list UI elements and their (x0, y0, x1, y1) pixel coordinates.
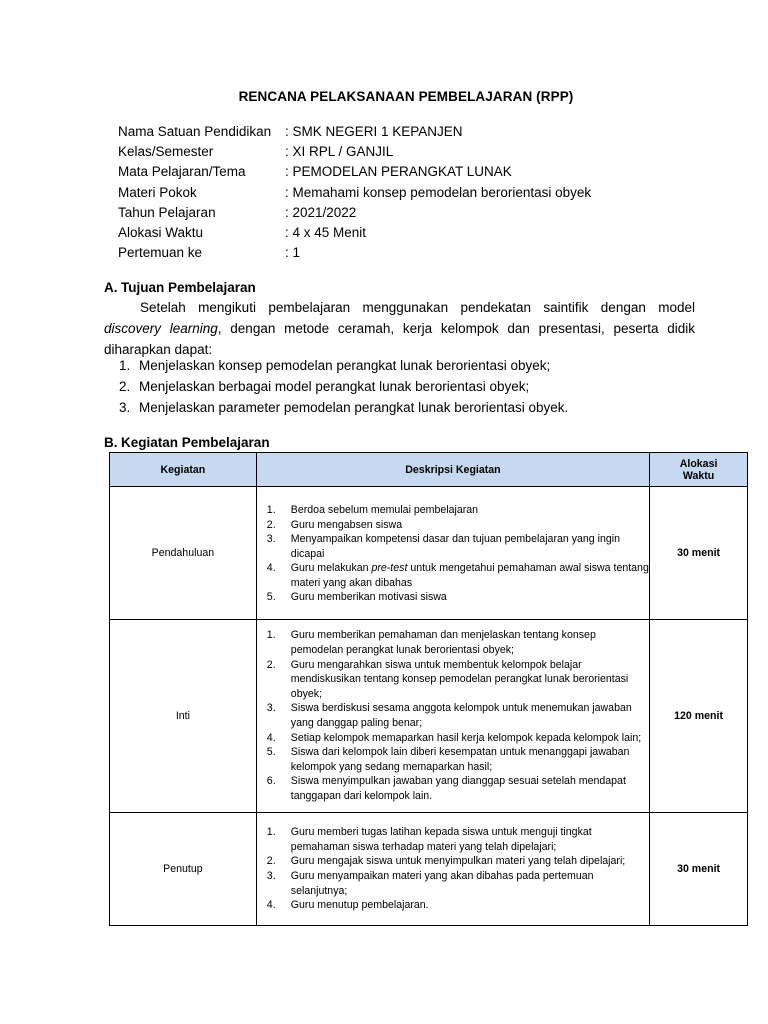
list-number: 2. (119, 378, 131, 394)
info-value: : Memahami konsep pemodelan berorientasi obyek (285, 184, 592, 200)
list-number: 4. (266, 562, 276, 575)
list-number: 1. (266, 826, 276, 839)
list-text: Menjelaskan konsep pemodelan perangkat lunak berorientasi obyek; (139, 358, 551, 373)
info-label: Materi Pokok (118, 184, 197, 200)
info-value: : PEMODELAN PERANGKAT LUNAK (285, 164, 512, 180)
list-item (267, 590, 649, 605)
italic-term: pre-test (371, 562, 408, 575)
objective-paragraph (104, 297, 695, 360)
list-number: 3. (266, 702, 276, 715)
section-letter: A. (104, 280, 118, 295)
list-text: Menyampaikan kompetensi dasar dan tujuan pembelajaran yang ingin dicapai (290, 533, 620, 560)
description-cell (256, 620, 649, 813)
list-item (267, 561, 649, 590)
list-item (119, 358, 568, 379)
list-number: 6. (266, 775, 276, 788)
section-title: Kegiatan Pembelajaran (121, 435, 270, 450)
list-item (267, 898, 649, 913)
list-text: Siswa menyimpulkan jawaban yang dianggap sesuai setelah mendapat tanggapan dari kelompok lain. (290, 775, 626, 802)
list-item (267, 701, 649, 730)
info-row-time (118, 225, 591, 245)
list-text: Guru menutup pembelajaran. (290, 899, 429, 912)
description-cell (256, 813, 649, 926)
list-number: 1. (119, 358, 131, 373)
list-number: 3. (119, 399, 131, 415)
list-text: Menjelaskan parameter pemodelan perangkat lunak berorientasi obyek. (139, 399, 569, 415)
time-cell: 30 menit (650, 813, 748, 926)
info-row-material (118, 185, 591, 205)
header-line: Alokasi (679, 457, 718, 470)
info-value: : 4 x 45 Menit (285, 224, 367, 240)
list-text: Berdoa sebelum memulai pembelajaran (290, 503, 479, 516)
list-item (267, 854, 649, 869)
list-number: 1. (266, 629, 276, 642)
list-text: Menjelaskan berbagai model perangkat lunak berorientasi obyek; (139, 378, 530, 394)
table-row (110, 620, 748, 813)
paragraph-italic-term: discovery learning (104, 321, 218, 336)
text-segment: untuk mengetahui pemahaman awal siswa tentang materi yang akan dibahas (290, 562, 649, 589)
column-header-description: Deskripsi Kegiatan (256, 453, 649, 487)
info-row-class (118, 144, 591, 164)
stage-cell: Penutup (110, 813, 257, 926)
list-text: Guru menyampaikan materi yang akan dibahas pada pertemuan selanjutnya; (290, 870, 594, 897)
list-number: 2. (266, 855, 276, 868)
table-header-row (110, 453, 748, 487)
list-text: Guru memberikan motivasi siswa (290, 591, 447, 604)
info-value: : 1 (285, 245, 301, 261)
info-value: : XI RPL / GANJIL (285, 144, 394, 160)
list-text (291, 561, 649, 590)
list-number: 5. (266, 746, 276, 759)
identity-info-table (118, 124, 591, 265)
section-letter: B. (104, 435, 118, 450)
table-row (110, 487, 748, 620)
activity-table (109, 452, 748, 926)
list-item (267, 628, 649, 657)
info-label: Nama Satuan Pendidikan (118, 124, 272, 139)
list-text: Guru mengajak siswa untuk menyimpulkan materi yang telah dipelajari; (290, 855, 626, 868)
info-row-subject (118, 164, 591, 184)
list-number: 5. (266, 591, 276, 604)
section-b-heading (104, 435, 270, 450)
list-item (267, 532, 649, 561)
list-number: 1. (266, 503, 276, 516)
info-row-meeting (118, 245, 591, 265)
info-label: Pertemuan ke (118, 245, 203, 261)
info-row-year (118, 205, 591, 225)
info-label: Mata Pelajaran/Tema (118, 164, 246, 180)
list-item (267, 731, 649, 746)
description-cell (256, 487, 649, 620)
list-text: Guru mengabsen siswa (290, 518, 403, 531)
column-header-time (650, 453, 748, 487)
list-number: 3. (266, 533, 276, 546)
list-text: Guru memberikan pemahaman dan menjelaskan tentang konsep pemodelan perangkat lunak berorientasi obyek; (290, 629, 596, 657)
list-number: 4. (266, 731, 276, 744)
list-item (267, 745, 649, 774)
info-value: : SMK NEGERI 1 KEPANJEN (285, 124, 463, 139)
stage-cell: Inti (110, 620, 257, 813)
list-text: Setiap kelompok memaparkan hasil kerja kelompok kepada kelompok lain; (290, 731, 642, 744)
info-label: Kelas/Semester (118, 144, 214, 160)
time-cell: 30 menit (650, 487, 748, 620)
info-row-school (118, 124, 591, 144)
list-text: Siswa dari kelompok lain diberi kesempatan untuk menanggapi jawaban kelompok yang sedang memaparkan hasil; (290, 746, 630, 773)
list-number: 2. (266, 658, 276, 671)
list-number: 3. (266, 870, 276, 882)
objectives-list (119, 358, 568, 420)
list-number: 4. (266, 899, 276, 912)
list-text: Guru memberi tugas latihan kepada siswa untuk menguji tingkat pemahaman siswa terhadap materi yang telah dipelajari; (290, 826, 592, 853)
section-a-heading (104, 280, 256, 295)
list-item (267, 774, 649, 803)
list-text: Siswa berdiskusi sesama anggota kelompok untuk menemukan jawaban yang danggap paling benar; (290, 702, 632, 729)
paragraph-text: , dengan metode ceramah, kerja kelompok dan presentasi, peserta didik diharapkan dapat: (104, 321, 695, 357)
list-item (119, 379, 568, 400)
section-title: Tujuan Pembelajaran (121, 280, 256, 295)
list-item (267, 658, 649, 702)
list-item (267, 503, 649, 518)
page-title: RENCANA PELAKSANAAN PEMBELAJARAN (RPP) (238, 89, 574, 104)
list-item (267, 518, 649, 533)
time-cell: 120 menit (650, 620, 748, 813)
list-item (119, 400, 568, 421)
info-label: Tahun Pelajaran (118, 204, 216, 220)
table-row (110, 813, 748, 926)
info-value: : 2021/2022 (285, 204, 357, 220)
stage-cell: Pendahuluan (110, 487, 257, 620)
list-item (267, 825, 649, 854)
header-line: Waktu (682, 469, 715, 482)
list-item (267, 869, 649, 898)
info-label: Alokasi Waktu (118, 224, 204, 240)
list-number: 2. (266, 518, 276, 531)
paragraph-text: Setelah mengikuti pembelajaran menggunakan pendekatan saintifik dengan model (140, 300, 695, 315)
text-segment: Guru melakukan (290, 562, 372, 575)
column-header-activity: Kegiatan (110, 453, 257, 487)
list-text: Guru mengarahkan siswa untuk membentuk kelompok belajar mendiskusikan tentang konsep pemodelan perangkat lunak berorientasi obyek; (290, 658, 629, 700)
